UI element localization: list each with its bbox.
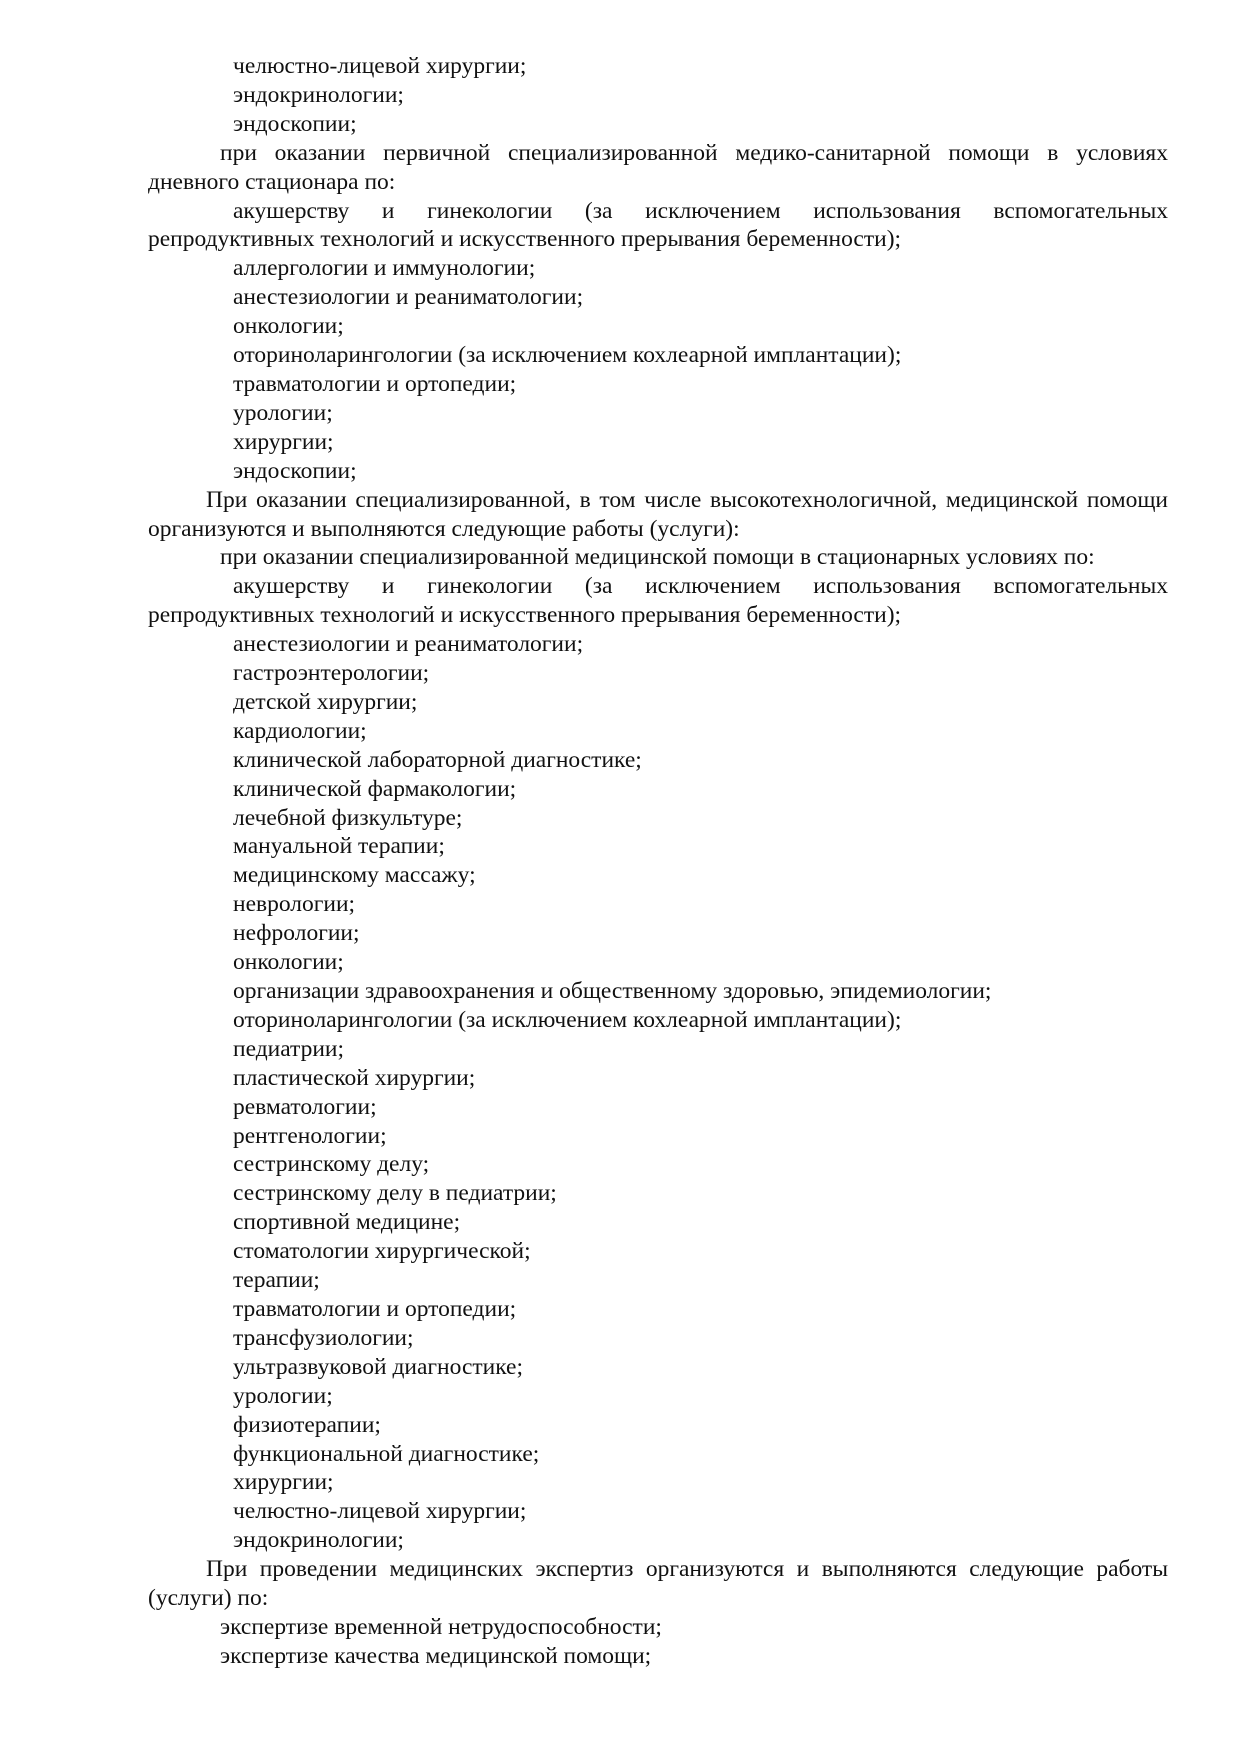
list-item: эндоскопии; [233, 457, 357, 484]
list-item: спортивной медицине; [233, 1209, 461, 1236]
list-item: ревматологии; [233, 1093, 377, 1120]
list-item: клинической лабораторной диагностике; [233, 746, 642, 773]
list-item: оториноларингологии (за исключением кохлеарной имплантации); [233, 1006, 902, 1033]
list-item: хирургии; [233, 428, 334, 455]
list-item: онкологии; [233, 313, 344, 340]
document-page [148, 52, 1168, 1671]
list-item: трансфузиологии; [233, 1324, 414, 1351]
list-item: экспертизе временной нетрудоспособности; [220, 1613, 662, 1640]
list-item: аллергологии и иммунологии; [233, 255, 536, 282]
list-item: кардиологии; [233, 717, 367, 744]
list-item: неврологии; [233, 891, 356, 918]
expertise-paragraph: При проведении медицинских экспертиз организуются и выполняются следующие работы (услуги) по: [148, 1556, 1168, 1612]
list-item-obstetrics: акушерству и гинекологии (за исключением использования вспомогательных репродуктивных технологий и искусственного прерывания беременности); [148, 573, 1168, 629]
list-item: сестринскому делу в педиатрии; [233, 1180, 557, 1207]
list-item: лечебной физкультуре; [233, 804, 463, 831]
list-block-a [148, 52, 1168, 139]
list-item: стоматологии хирургической; [233, 1238, 531, 1265]
list-item: травматологии и ортопедии; [233, 370, 517, 397]
inpatient-header: при оказании специализированной медицинской помощи в стационарных условиях по: [220, 544, 1095, 571]
list-item: функциональной диагностике; [233, 1440, 540, 1467]
list-item: гастроэнтерологии; [233, 660, 430, 687]
list-block-d [148, 1613, 1168, 1671]
list-item: ультразвуковой диагностике; [233, 1353, 524, 1380]
list-item: анестезиологии и реаниматологии; [233, 284, 584, 311]
list-item: клинической фармакологии; [233, 775, 517, 802]
list-item: физиотерапии; [233, 1411, 381, 1438]
list-item: онкологии; [233, 949, 344, 976]
list-item-obstetrics: акушерству и гинекологии (за исключением использования вспомогательных репродуктивных технологий и искусственного прерывания беременности); [148, 197, 1168, 253]
list-item: терапии; [233, 1267, 320, 1294]
list-item: медицинскому массажу; [233, 862, 476, 889]
list-item: анестезиологии и реаниматологии; [233, 631, 584, 658]
list-item: организации здравоохранения и общественному здоровью, эпидемиологии; [233, 978, 992, 1004]
list-item: эндокринологии; [233, 81, 404, 108]
list-item: эндоскопии; [233, 110, 357, 137]
list-item: пластической хирургии; [233, 1064, 476, 1091]
specialized-care-paragraph: При оказании специализированной, в том числе высокотехнологичной, медицинской помощи организуются и выполняются следующие работы (услуги): [148, 486, 1168, 542]
list-item: мануальной терапии; [233, 833, 445, 860]
list-item: педиатрии; [233, 1035, 345, 1062]
list-block-b [148, 254, 1168, 485]
list-item: детской хирургии; [233, 688, 418, 715]
list-item: урологии; [233, 399, 333, 426]
list-item: хирургии; [233, 1469, 334, 1496]
list-item: челюстно-лицевой хирургии; [233, 53, 527, 79]
list-item: рентгенологии; [233, 1122, 387, 1149]
list-block-c [148, 630, 1168, 1555]
list-item: сестринскому делу; [233, 1151, 430, 1178]
list-item: травматологии и ортопедии; [233, 1295, 517, 1322]
day-hospital-header: при оказании первичной специализированной медико-санитарной помощи в условиях дневного стационара по: [148, 139, 1168, 195]
list-item: нефрологии; [233, 920, 360, 947]
list-item: челюстно-лицевой хирургии; [233, 1498, 527, 1525]
list-item: оториноларингологии (за исключением кохлеарной имплантации); [233, 342, 902, 369]
list-item: экспертизе качества медицинской помощи; [220, 1642, 652, 1669]
list-item: эндокринологии; [233, 1527, 404, 1554]
list-item: урологии; [233, 1382, 333, 1409]
